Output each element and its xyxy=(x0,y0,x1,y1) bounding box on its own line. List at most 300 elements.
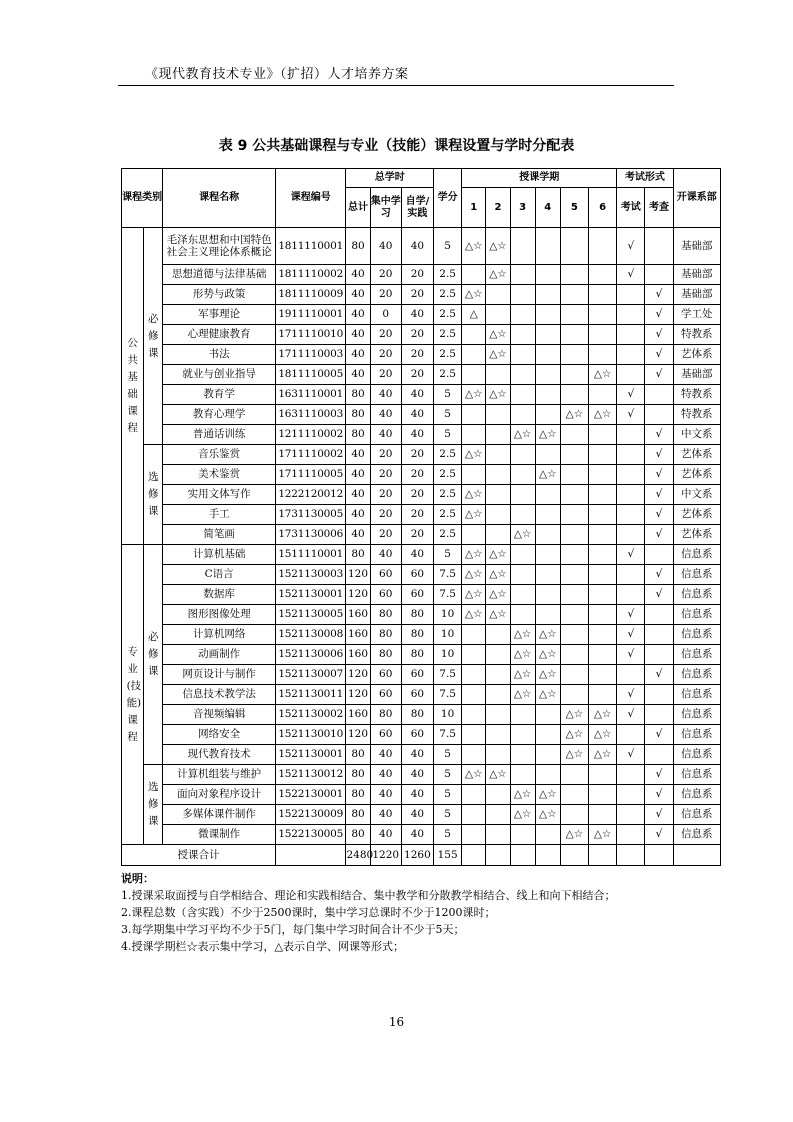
course-dept: 信息系 xyxy=(673,565,720,585)
course-subgroup-text: 选修课 xyxy=(147,781,159,827)
semester-2-mark xyxy=(486,425,510,445)
course-dept: 信息系 xyxy=(673,745,720,765)
course-dept: 信息系 xyxy=(673,685,720,705)
semester-1-mark xyxy=(462,365,486,385)
course-name: 现代教育技术 xyxy=(163,745,276,765)
course-code: 1631110001 xyxy=(276,385,346,405)
exam-mark: √ xyxy=(617,625,645,645)
course-self-hours: 20 xyxy=(401,365,433,385)
course-centralized-hours: 60 xyxy=(370,665,401,685)
semester-6-mark xyxy=(589,805,617,825)
semester-1-mark: △☆ xyxy=(462,505,486,525)
col-header-exam-form: 考试形式 xyxy=(617,169,673,188)
semester-4-mark: △☆ xyxy=(535,465,560,485)
exam-mark xyxy=(617,365,645,385)
exam-mark: √ xyxy=(617,265,645,285)
check-mark: √ xyxy=(645,445,673,465)
semester-5-mark xyxy=(560,585,588,605)
semester-3-mark xyxy=(510,585,535,605)
semester-1-mark: △☆ xyxy=(462,545,486,565)
course-self-hours: 60 xyxy=(401,725,433,745)
summary-label: 授课合计 xyxy=(122,845,276,866)
table-row xyxy=(122,725,721,745)
course-code: 1811110009 xyxy=(276,285,346,305)
semester-3-mark xyxy=(510,705,535,725)
semester-2-mark: △☆ xyxy=(486,385,510,405)
semester-5-mark xyxy=(560,505,588,525)
summary-row xyxy=(122,845,721,866)
check-mark xyxy=(645,228,673,265)
exam-mark: √ xyxy=(617,405,645,425)
course-dept: 信息系 xyxy=(673,805,720,825)
course-code: 1521130005 xyxy=(276,605,346,625)
semester-5-mark: △☆ xyxy=(560,825,588,845)
course-group-text: 专业(技能)课程 xyxy=(126,645,142,743)
course-dept: 基础部 xyxy=(673,265,720,285)
table-row xyxy=(122,228,721,265)
check-mark xyxy=(645,385,673,405)
course-code: 1711110010 xyxy=(276,325,346,345)
course-code: 1521130012 xyxy=(276,765,346,785)
semester-1-mark: △☆ xyxy=(462,605,486,625)
col-header-code: 课程编号 xyxy=(276,169,346,228)
summary-sem-cell xyxy=(589,845,617,866)
table-row xyxy=(122,505,721,525)
exam-mark xyxy=(617,585,645,605)
semester-2-mark xyxy=(486,365,510,385)
semester-6-mark: △☆ xyxy=(589,705,617,725)
semester-1-mark xyxy=(462,805,486,825)
course-credits: 2.5 xyxy=(434,345,462,365)
semester-2-mark: △☆ xyxy=(486,345,510,365)
semester-5-mark xyxy=(560,265,588,285)
check-mark: √ xyxy=(645,585,673,605)
course-name: 网络安全 xyxy=(163,725,276,745)
table-row xyxy=(122,365,721,385)
note-item: 4.授课学期栏☆表示集中学习，△表示自学、网课等形式； xyxy=(121,940,404,953)
summary-check-cell xyxy=(645,845,673,866)
semester-4-mark xyxy=(535,705,560,725)
exam-mark xyxy=(617,565,645,585)
semester-3-mark xyxy=(510,305,535,325)
semester-1-mark xyxy=(462,425,486,445)
exam-mark xyxy=(617,725,645,745)
course-subgroup-label xyxy=(144,765,163,845)
semester-3-mark: △☆ xyxy=(510,685,535,705)
course-name: 教育学 xyxy=(163,385,276,405)
semester-6-mark: △☆ xyxy=(589,365,617,385)
semester-5-mark xyxy=(560,345,588,365)
semester-6-mark xyxy=(589,345,617,365)
course-code: 1521130001 xyxy=(276,585,346,605)
semester-2-mark xyxy=(486,805,510,825)
col-header-dept: 开课系部 xyxy=(673,169,720,228)
exam-mark: √ xyxy=(617,645,645,665)
course-credits: 5 xyxy=(434,745,462,765)
semester-3-mark xyxy=(510,228,535,265)
check-mark: √ xyxy=(645,345,673,365)
course-self-hours: 60 xyxy=(401,685,433,705)
semester-1-mark: △☆ xyxy=(462,765,486,785)
semester-1-mark xyxy=(462,685,486,705)
summary-sem-cell xyxy=(535,845,560,866)
course-credits: 2.5 xyxy=(434,365,462,385)
semester-1-mark xyxy=(462,265,486,285)
course-code: 1521130002 xyxy=(276,705,346,725)
semester-3-mark: △☆ xyxy=(510,425,535,445)
course-code: 1511110001 xyxy=(276,545,346,565)
check-mark: √ xyxy=(645,825,673,845)
semester-6-mark xyxy=(589,265,617,285)
notes xyxy=(121,870,721,955)
course-centralized-hours: 20 xyxy=(370,265,401,285)
course-centralized-hours: 60 xyxy=(370,685,401,705)
semester-6-mark xyxy=(589,285,617,305)
course-credits: 5 xyxy=(434,385,462,405)
semester-3-mark xyxy=(510,505,535,525)
course-body xyxy=(122,228,721,845)
semester-3-mark xyxy=(510,605,535,625)
course-code: 1521130008 xyxy=(276,625,346,645)
course-credits: 10 xyxy=(434,625,462,645)
semester-1-mark xyxy=(462,705,486,725)
course-dept: 信息系 xyxy=(673,625,720,645)
course-credits: 10 xyxy=(434,605,462,625)
exam-mark xyxy=(617,465,645,485)
table-row xyxy=(122,545,721,565)
semester-6-mark xyxy=(589,385,617,405)
col-header-check: 考查 xyxy=(645,188,673,228)
course-code: 1731130005 xyxy=(276,505,346,525)
check-mark: √ xyxy=(645,505,673,525)
semester-1-mark xyxy=(462,785,486,805)
summary-code-cell xyxy=(276,845,346,866)
semester-2-mark xyxy=(486,705,510,725)
check-mark: √ xyxy=(645,565,673,585)
semester-3-mark xyxy=(510,385,535,405)
course-name: 书法 xyxy=(163,345,276,365)
check-mark xyxy=(645,405,673,425)
semester-1-mark: △☆ xyxy=(462,285,486,305)
course-code: 1631110003 xyxy=(276,405,346,425)
course-dept: 信息系 xyxy=(673,765,720,785)
course-self-hours: 60 xyxy=(401,565,433,585)
semester-2-mark xyxy=(486,625,510,645)
course-dept: 信息系 xyxy=(673,665,720,685)
course-name: 动画制作 xyxy=(163,645,276,665)
check-mark xyxy=(645,645,673,665)
exam-mark xyxy=(617,345,645,365)
semester-4-mark xyxy=(535,405,560,425)
exam-mark: √ xyxy=(617,228,645,265)
course-centralized-hours: 80 xyxy=(370,605,401,625)
course-subgroup-label xyxy=(144,228,163,445)
course-code: 1522130009 xyxy=(276,805,346,825)
semester-6-mark xyxy=(589,465,617,485)
col-header-sem-3: 3 xyxy=(510,188,535,228)
semester-2-mark xyxy=(486,285,510,305)
course-total-hours: 120 xyxy=(346,685,370,705)
course-code: 1811110001 xyxy=(276,228,346,265)
course-name: 多媒体课件制作 xyxy=(163,805,276,825)
table-row xyxy=(122,265,721,285)
course-code: 1711110005 xyxy=(276,465,346,485)
course-dept: 基础部 xyxy=(673,365,720,385)
note-item: 3.每学期集中学习平均不少于5门，每门集中学习时间合计不少于5天； xyxy=(121,923,465,936)
col-header-semester: 授课学期 xyxy=(462,169,617,188)
course-centralized-hours: 0 xyxy=(370,305,401,325)
semester-3-mark xyxy=(510,545,535,565)
semester-5-mark xyxy=(560,565,588,585)
course-dept: 基础部 xyxy=(673,228,720,265)
semester-4-mark: △☆ xyxy=(535,425,560,445)
semester-3-mark xyxy=(510,485,535,505)
col-header-total: 总计 xyxy=(346,188,370,228)
check-mark: √ xyxy=(645,285,673,305)
semester-3-mark: △☆ xyxy=(510,665,535,685)
course-self-hours: 60 xyxy=(401,585,433,605)
course-dept: 特教系 xyxy=(673,325,720,345)
course-centralized-hours: 20 xyxy=(370,505,401,525)
semester-5-mark: △☆ xyxy=(560,405,588,425)
semester-5-mark xyxy=(560,285,588,305)
course-credits: 2.5 xyxy=(434,305,462,325)
exam-mark xyxy=(617,665,645,685)
semester-3-mark xyxy=(510,265,535,285)
table-title: 表 9 公共基础课程与专业（技能）课程设置与学时分配表 xyxy=(218,138,575,154)
course-credits: 2.5 xyxy=(434,485,462,505)
table-row xyxy=(122,305,721,325)
check-mark xyxy=(645,625,673,645)
course-code: 1522130001 xyxy=(276,785,346,805)
course-total-hours: 80 xyxy=(346,228,370,265)
check-mark xyxy=(645,545,673,565)
semester-4-mark xyxy=(535,725,560,745)
course-name: 数据库 xyxy=(163,585,276,605)
col-header-sem-2: 2 xyxy=(486,188,510,228)
course-centralized-hours: 80 xyxy=(370,705,401,725)
semester-4-mark xyxy=(535,825,560,845)
summary-self: 1260 xyxy=(401,845,433,866)
course-dept: 艺体系 xyxy=(673,445,720,465)
semester-2-mark xyxy=(486,525,510,545)
semester-4-mark xyxy=(535,228,560,265)
header-rule xyxy=(118,85,674,86)
course-credits: 5 xyxy=(434,545,462,565)
semester-5-mark: △☆ xyxy=(560,745,588,765)
semester-4-mark xyxy=(535,545,560,565)
course-name: 美术鉴赏 xyxy=(163,465,276,485)
semester-4-mark: △☆ xyxy=(535,665,560,685)
course-total-hours: 80 xyxy=(346,745,370,765)
course-credits: 2.5 xyxy=(434,285,462,305)
semester-5-mark xyxy=(560,365,588,385)
table-row xyxy=(122,685,721,705)
semester-1-mark xyxy=(462,465,486,485)
semester-6-mark: △☆ xyxy=(589,405,617,425)
course-name: 心理健康教育 xyxy=(163,325,276,345)
course-self-hours: 40 xyxy=(401,805,433,825)
course-credits: 2.5 xyxy=(434,325,462,345)
semester-2-mark xyxy=(486,745,510,765)
course-name: 教育心理学 xyxy=(163,405,276,425)
course-total-hours: 40 xyxy=(346,265,370,285)
course-code: 1522130005 xyxy=(276,825,346,845)
course-code: 1911110001 xyxy=(276,305,346,325)
course-centralized-hours: 60 xyxy=(370,725,401,745)
semester-1-mark xyxy=(462,745,486,765)
course-name: 计算机组装与维护 xyxy=(163,765,276,785)
course-self-hours: 40 xyxy=(401,425,433,445)
course-self-hours: 80 xyxy=(401,705,433,725)
course-self-hours: 20 xyxy=(401,445,433,465)
course-dept: 特教系 xyxy=(673,385,720,405)
semester-1-mark xyxy=(462,525,486,545)
course-credits: 7.5 xyxy=(434,725,462,745)
semester-5-mark xyxy=(560,485,588,505)
semester-2-mark xyxy=(486,825,510,845)
check-mark xyxy=(645,745,673,765)
semester-3-mark xyxy=(510,565,535,585)
course-total-hours: 80 xyxy=(346,545,370,565)
semester-3-mark xyxy=(510,825,535,845)
semester-3-mark xyxy=(510,445,535,465)
semester-1-mark xyxy=(462,345,486,365)
semester-4-mark xyxy=(535,585,560,605)
exam-mark xyxy=(617,805,645,825)
course-credits: 10 xyxy=(434,645,462,665)
course-self-hours: 20 xyxy=(401,325,433,345)
course-dept: 艺体系 xyxy=(673,505,720,525)
semester-6-mark xyxy=(589,445,617,465)
semester-5-mark xyxy=(560,605,588,625)
course-code: 1521130006 xyxy=(276,645,346,665)
semester-4-mark: △☆ xyxy=(535,645,560,665)
exam-mark: √ xyxy=(617,685,645,705)
table-row xyxy=(122,285,721,305)
course-dept: 艺体系 xyxy=(673,345,720,365)
check-mark xyxy=(645,265,673,285)
exam-mark xyxy=(617,505,645,525)
semester-1-mark: △☆ xyxy=(462,385,486,405)
course-centralized-hours: 40 xyxy=(370,745,401,765)
semester-2-mark: △☆ xyxy=(486,545,510,565)
semester-3-mark: △☆ xyxy=(510,785,535,805)
course-dept: 信息系 xyxy=(673,605,720,625)
course-total-hours: 80 xyxy=(346,765,370,785)
course-name: 手工 xyxy=(163,505,276,525)
semester-2-mark: △☆ xyxy=(486,585,510,605)
semester-4-mark xyxy=(535,305,560,325)
table-row xyxy=(122,565,721,585)
semester-4-mark: △☆ xyxy=(535,625,560,645)
semester-2-mark xyxy=(486,485,510,505)
summary-credit: 155 xyxy=(434,845,462,866)
semester-3-mark: △☆ xyxy=(510,525,535,545)
course-name: 简笔画 xyxy=(163,525,276,545)
course-credits: 2.5 xyxy=(434,525,462,545)
exam-mark: √ xyxy=(617,385,645,405)
semester-1-mark xyxy=(462,405,486,425)
course-total-hours: 40 xyxy=(346,525,370,545)
semester-6-mark xyxy=(589,485,617,505)
semester-4-mark: △☆ xyxy=(535,685,560,705)
semester-1-mark xyxy=(462,325,486,345)
summary-sem-cell xyxy=(462,845,486,866)
semester-6-mark xyxy=(589,525,617,545)
semester-6-mark xyxy=(589,305,617,325)
summary-sem-cell xyxy=(510,845,535,866)
course-self-hours: 20 xyxy=(401,345,433,365)
course-subgroup-text: 必修课 xyxy=(147,312,159,359)
semester-1-mark xyxy=(462,665,486,685)
course-group-label xyxy=(122,545,144,845)
semester-4-mark xyxy=(535,765,560,785)
course-self-hours: 80 xyxy=(401,645,433,665)
summary-sem-cell xyxy=(486,845,510,866)
course-centralized-hours: 40 xyxy=(370,785,401,805)
semester-2-mark xyxy=(486,685,510,705)
semester-5-mark xyxy=(560,465,588,485)
semester-5-mark xyxy=(560,785,588,805)
semester-2-mark xyxy=(486,465,510,485)
semester-5-mark xyxy=(560,445,588,465)
semester-6-mark xyxy=(589,605,617,625)
course-total-hours: 120 xyxy=(346,725,370,745)
course-dept: 信息系 xyxy=(673,585,720,605)
course-centralized-hours: 20 xyxy=(370,485,401,505)
course-dept: 特教系 xyxy=(673,405,720,425)
table-row xyxy=(122,445,721,465)
col-header-name: 课程名称 xyxy=(163,169,276,228)
course-credits: 2.5 xyxy=(434,265,462,285)
course-credits: 2.5 xyxy=(434,445,462,465)
check-mark xyxy=(645,705,673,725)
semester-1-mark: △☆ xyxy=(462,445,486,465)
exam-mark xyxy=(617,305,645,325)
col-header-exam: 考试 xyxy=(617,188,645,228)
semester-6-mark: △☆ xyxy=(589,825,617,845)
course-subgroup-label xyxy=(144,545,163,765)
course-total-hours: 80 xyxy=(346,785,370,805)
table-row xyxy=(122,665,721,685)
semester-1-mark: △☆ xyxy=(462,585,486,605)
semester-5-mark xyxy=(560,525,588,545)
course-self-hours: 40 xyxy=(401,385,433,405)
semester-2-mark: △☆ xyxy=(486,565,510,585)
course-centralized-hours: 20 xyxy=(370,345,401,365)
course-code: 1211110002 xyxy=(276,425,346,445)
course-credits: 7.5 xyxy=(434,565,462,585)
course-credits: 2.5 xyxy=(434,465,462,485)
semester-2-mark xyxy=(486,445,510,465)
semester-3-mark xyxy=(510,405,535,425)
notes-label: 说明： xyxy=(121,872,154,885)
course-credits: 5 xyxy=(434,425,462,445)
semester-1-mark: △ xyxy=(462,305,486,325)
check-mark: √ xyxy=(645,485,673,505)
course-centralized-hours: 40 xyxy=(370,405,401,425)
table-row xyxy=(122,425,721,445)
course-name: 网页设计与制作 xyxy=(163,665,276,685)
table-row xyxy=(122,705,721,725)
summary-sem-cell xyxy=(560,845,588,866)
course-centralized-hours: 60 xyxy=(370,585,401,605)
semester-5-mark xyxy=(560,545,588,565)
course-dept: 信息系 xyxy=(673,705,720,725)
check-mark: √ xyxy=(645,665,673,685)
course-self-hours: 20 xyxy=(401,485,433,505)
